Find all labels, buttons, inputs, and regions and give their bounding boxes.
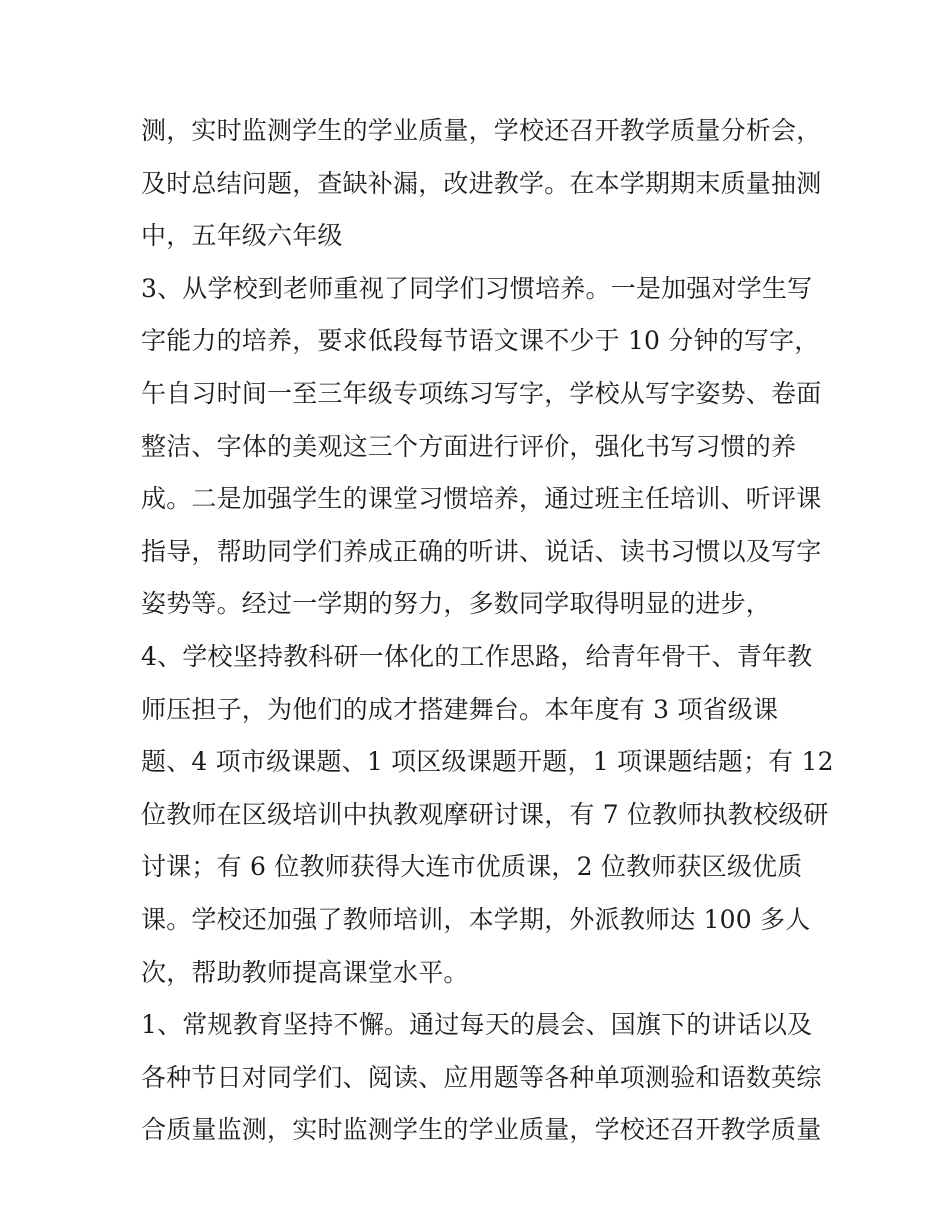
text-line: 及时总结问题，查缺补漏，改进教学。在本学期期末质量抽测 [141, 168, 822, 198]
text-line: 次，帮助教师提高课堂水平。 [141, 957, 469, 987]
text-line: 位教师在区级培训中执教观摩研讨课，有 7 位教师执教校级研 [141, 799, 829, 829]
text-line: 中，五年级六年级 [141, 221, 343, 251]
text-line: 师压担子，为他们的成才搭建舞台。本年度有 3 项省级课 [141, 694, 779, 724]
text-line: 姿势等。经过一学期的努力，多数同学取得明显的进步， [141, 589, 772, 619]
text-line: 指导，帮助同学们养成正确的听讲、说话、读书习惯以及写字 [141, 536, 822, 566]
text-line: 测，实时监测学生的学业质量，学校还召开教学质量分析会， [141, 116, 822, 145]
text-line: 午自习时间一至三年级专项练习写字，学校从写字姿势、卷面 [141, 378, 822, 408]
text-line: 讨课；有 6 位教师获得大连市优质课，2 位教师获区级优质 [141, 852, 803, 882]
body-text [141, 105, 834, 1157]
text-line: 题、4 项市级课题、1 项区级课题开题，1 项课题结题；有 12 [141, 747, 834, 777]
text-line: 字能力的培养，要求低段每节语文课不少于 10 分钟的写字， [141, 326, 820, 356]
text-line: 4、学校坚持教科研一体化的工作思路，给青年骨干、青年教 [141, 641, 813, 671]
text-line: 合质量监测，实时监测学生的学业质量，学校还召开教学质量 [141, 1115, 822, 1145]
text-line: 整洁、字体的美观这三个方面进行评价，强化书写习惯的养 [141, 431, 797, 461]
text-line: 成。二是加强学生的课堂习惯培养，通过班主任培训、听评课 [141, 484, 822, 514]
text-line: 1、常规教育坚持不懈。通过每天的晨会、国旗下的讲话以及 [141, 1010, 813, 1040]
text-line: 各种节日对同学们、阅读、应用题等各种单项测验和语数英综 [141, 1062, 822, 1092]
text-line: 课。学校还加强了教师培训，本学期，外派教师达 100 多人 [141, 904, 811, 934]
text-line: 3、从学校到老师重视了同学们习惯培养。一是加强对学生写 [141, 273, 813, 303]
